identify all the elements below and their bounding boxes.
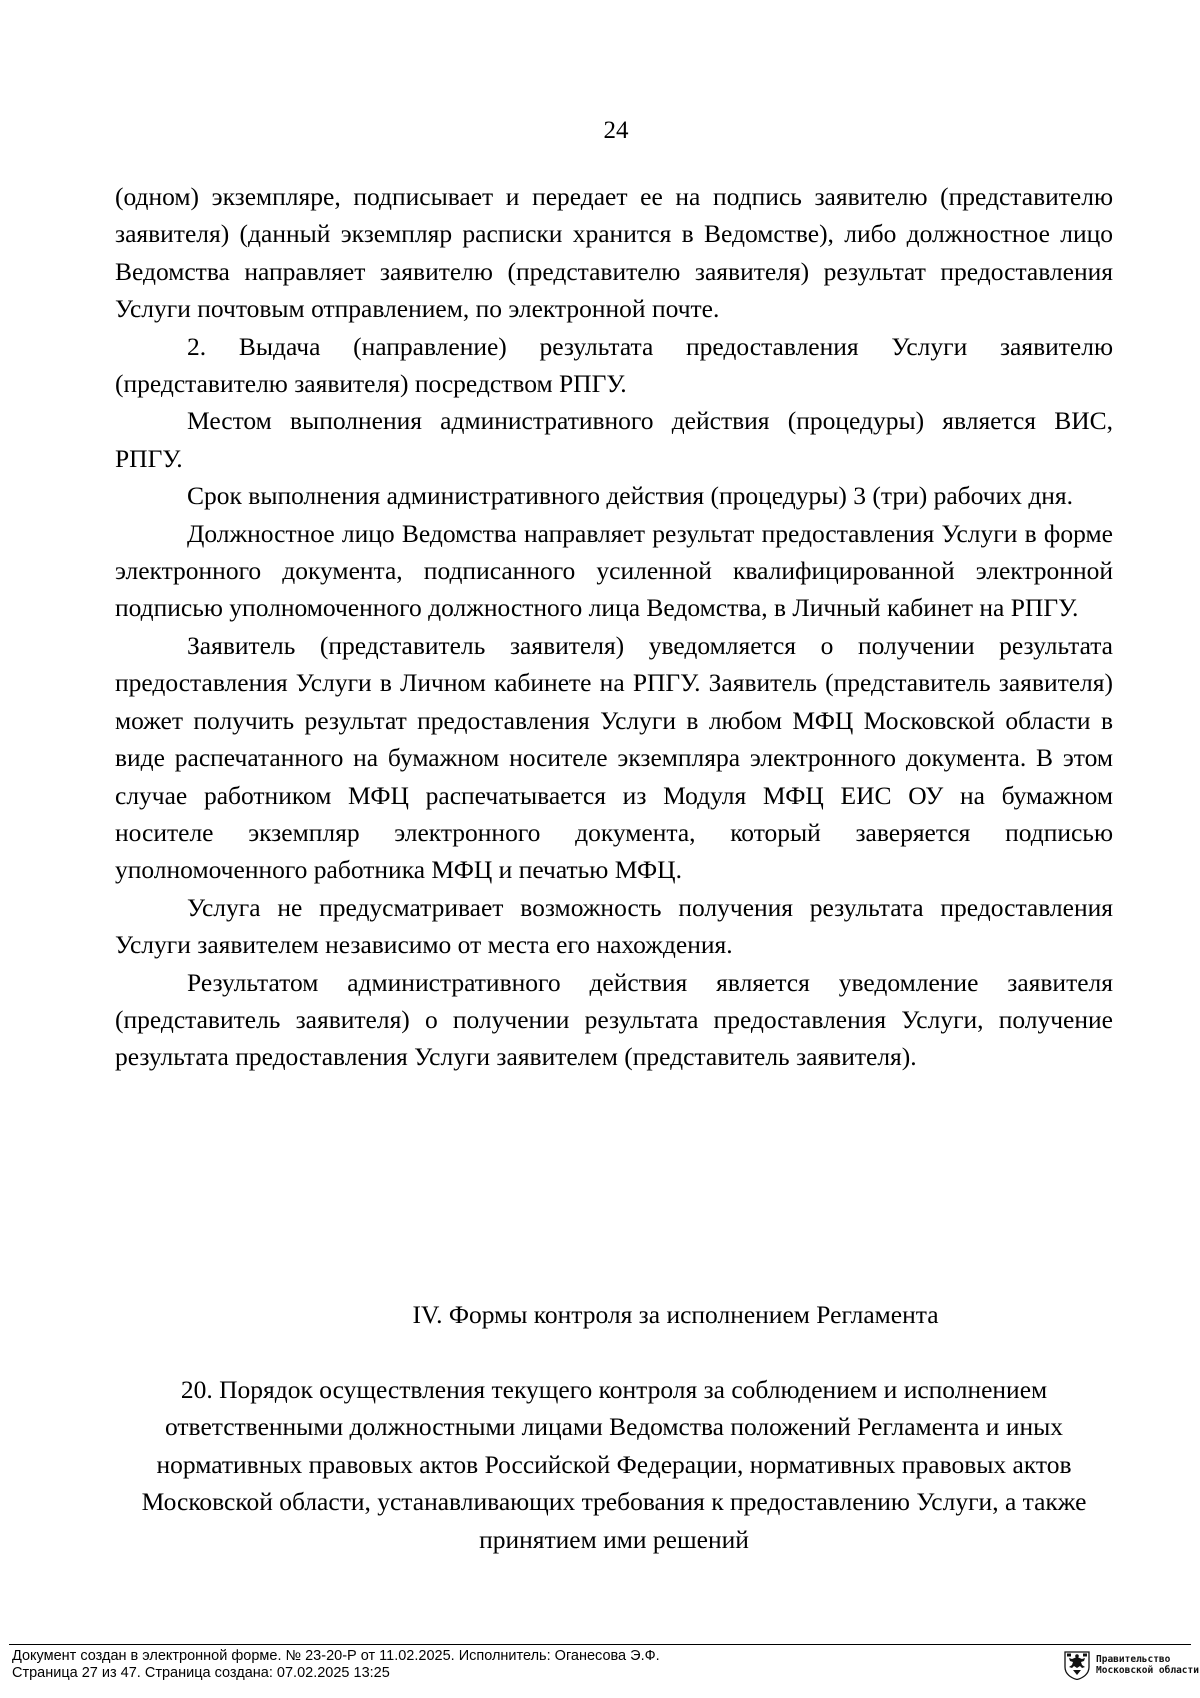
organization-name [1096,1654,1199,1677]
paragraph: Должностное лицо Ведомства направляет результат предоставления Услуги в форме электронного документа, подписанного усиленной квалифицированной электронной подписью уполномоченного должностного лица Ведомства, в Личный кабинет на РПГУ. [115,518,1113,623]
paragraph: Результатом административного действия является уведомление заявителя (представитель заявителя) о получении результата предоставления Услуги, получение результата предоставления Услуги заявителем (представитель заявителя). [115,967,1113,1072]
footer-line-document: Документ создан в электронной форме. № 23-20-Р от 11.02.2025. Исполнитель: Оганесова Э.Ф. [12,1648,660,1664]
footer-divider [9,1644,1191,1645]
paragraph: Заявитель (представитель заявителя) уведомляется о получении результата предоставления Услуги в Личном кабинете на РПГУ. Заявитель (представитель заявителя) может получить результат предоставления Услуги в любом МФЦ Московской области в виде распечатанного на бумажном носителе экземпляра электронного документа. В этом случае работником МФЦ распечатывается из Модуля МФЦ ЕИС ОУ на бумажном носителе экземпляр электронного документа, который заверяется подписью уполномоченного работника МФЦ и печатью МФЦ. [115,630,1113,885]
footer-line-page: Страница 27 из 47. Страница создана: 07.02.2025 13:25 [12,1664,390,1681]
document-body [115,178,1113,1076]
section-title: IV. Формы контроля за исполнением Регламента [412,1300,939,1329]
paragraph: Срок выполнения административного действия (процедуры) 3 (три) рабочих дня. [187,481,1074,511]
page-number: 24 [603,117,629,144]
subsection-title: 20. Порядок осуществления текущего контроля за соблюдением и исполнением ответственными должностными лицами Ведомства положений Регламента и иных нормативных правовых актов Российской Федерации, нормативных правовых актов Московской области, устанавливающих требования к предоставлению Услуги, а также принятием ими решений [141,1375,1087,1554]
paragraph: 2. Выдача (направление) результата предоставления Услуги заявителю (представителю заявителя) посредством РПГУ. [115,331,1113,399]
paragraph: (одном) экземпляре, подписывает и передает ее на подпись заявителю (представителю заявителя) (данный экземпляр расписки хранится в Ведомстве), либо должностное лицо Ведомства направляет заявителю (представителю заявителя) результат предоставления Услуги почтовым отправлением, по электронной почте. [115,182,1113,324]
paragraph: Местом выполнения административного действия (процедуры) является ВИС, РПГУ. [115,406,1113,473]
organization-name-line: Правительство [1096,1653,1171,1665]
government-logo [1064,1650,1199,1680]
paragraph: Услуга не предусматривает возможность получения результата предоставления Услуги заявителем независимо от места его нахождения. [115,892,1113,960]
organization-name-line: Московской области [1096,1665,1199,1676]
document-metadata-footer [12,1648,660,1681]
moscow-region-coat-of-arms-icon [1064,1650,1090,1680]
